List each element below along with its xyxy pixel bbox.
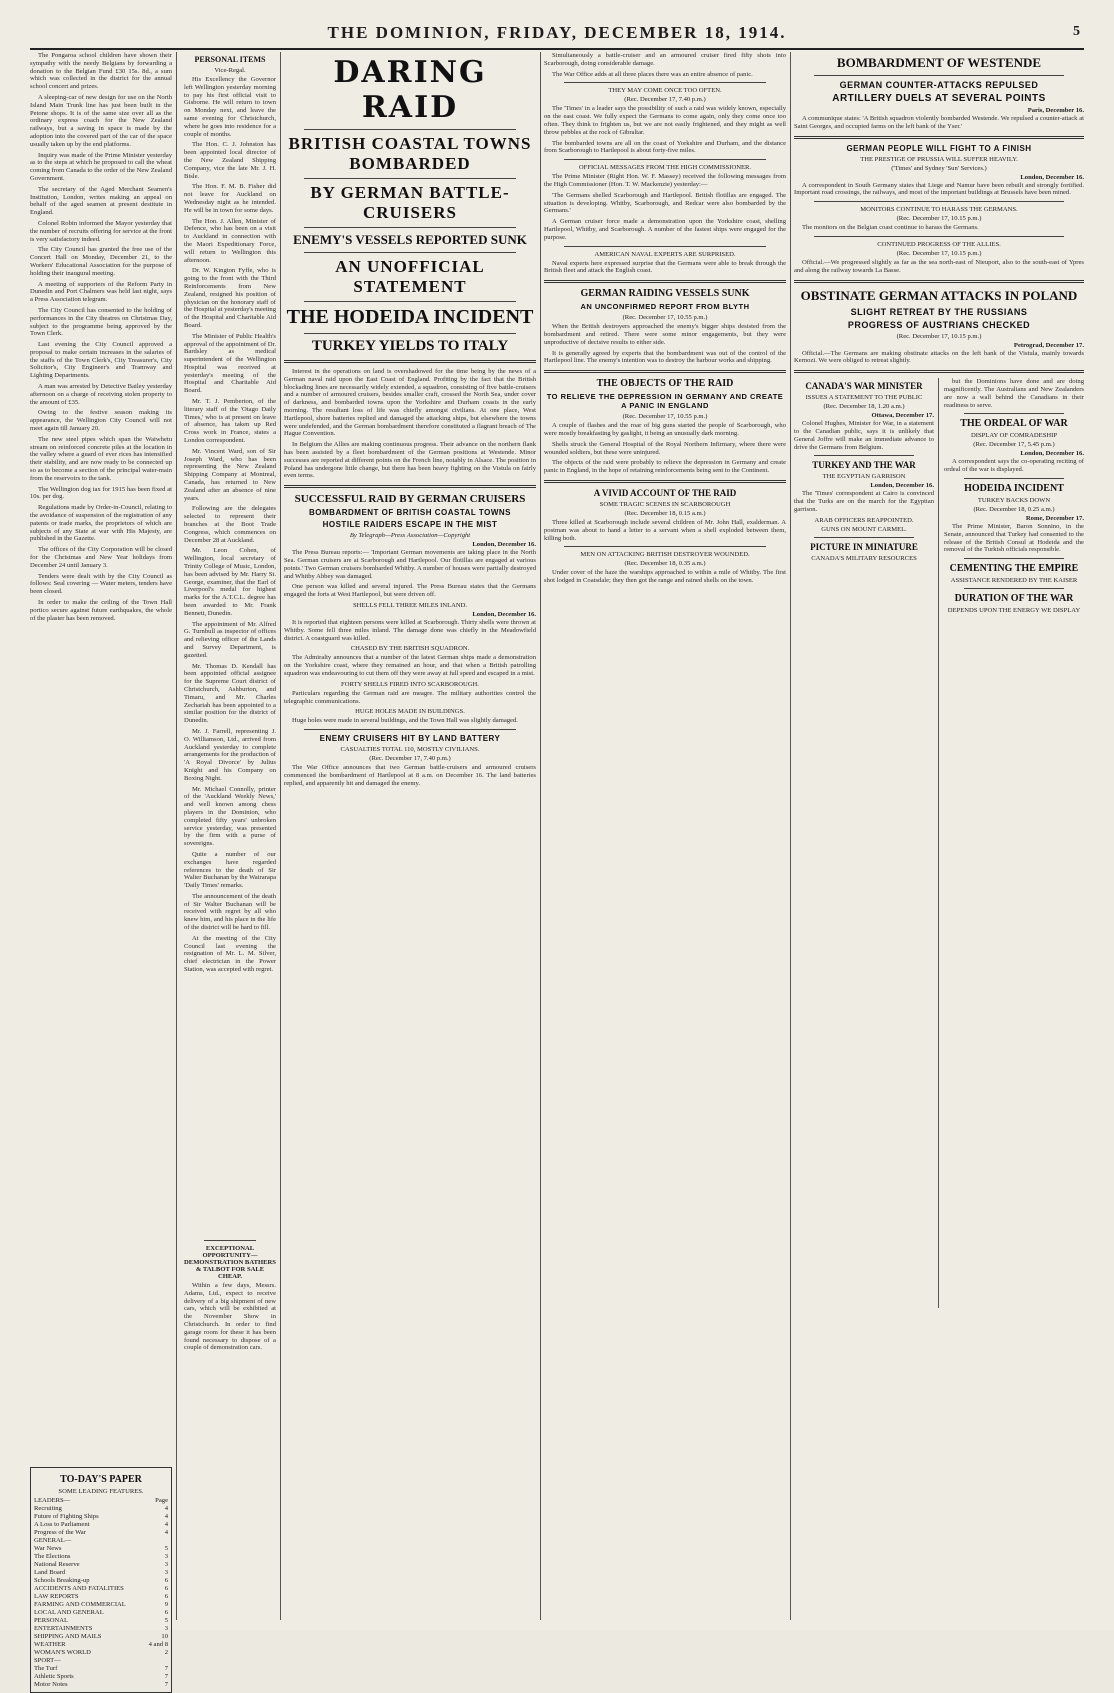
headline-turkey-war: TURKEY AND THE WAR bbox=[812, 460, 916, 471]
subhead: SOME TRAGIC SCENES IN SCARBOROUGH bbox=[599, 500, 731, 508]
toc-item-page: 4 bbox=[164, 1505, 168, 1512]
article-paragraph: Under cover of the haze the warships approached to within a mile of Whitby. The first shot lodged in Coatsdale; they then got the range and rained shells on the town. bbox=[544, 569, 786, 585]
column-rule bbox=[176, 52, 177, 1620]
column-rule bbox=[790, 52, 791, 1620]
article-paragraph: The Press Bureau reports:— 'Important German movements are taking place in the North Sea. German cruisers are at Scarborough and Hartlepool. Our flotillas are engaged at various points.' Two German cruisers bombarded Whitby. A number of houses were partially destroyed and Whitby Abbey was damaged. bbox=[284, 549, 536, 580]
subhead-bombardment: BOMBARDMENT OF BRITISH COASTAL TOWNS bbox=[309, 508, 511, 518]
toc-item-label: Progress of the War bbox=[34, 1529, 86, 1536]
article-paragraph: The 'Times' correspondent at Cairo is convinced that the Turks are on the march for the Egyptian garrison. bbox=[794, 490, 934, 513]
toc-item-page: 4 bbox=[164, 1521, 168, 1528]
article-paragraph: The Hon. C. J. Johnston has been appointed local director of the New Zealand Shipping Company, vice the late Mr. J. H. Bisle. bbox=[184, 141, 276, 180]
toc-item-label: Recruiting bbox=[34, 1505, 62, 1512]
subhead-artillery: ARTILLERY DUELS AT SEVERAL POINTS bbox=[832, 93, 1046, 104]
toc-item-label: ACCIDENTS AND FATALITIES bbox=[34, 1585, 124, 1592]
dateline: Rome, December 17. bbox=[1025, 514, 1084, 522]
article-paragraph: Mr. Vincent Ward, son of Sir Joseph Ward, who has been representing the New Zealand Shipping Company at Montreal, Canada, has returned to New Zealand after an absence of nine years. bbox=[184, 447, 276, 502]
headline-successful-raid: SUCCESSFUL RAID BY GERMAN CRUISERS bbox=[294, 493, 526, 506]
headline-coastal-towns: BRITISH COASTAL TOWNS BOMBARDED bbox=[288, 134, 532, 173]
lead-paragraph: Interest in the operations on land is overshadowed for the time being by the news of a German naval raid upon the East Coast of England. Profiting by the fact that the British blockading lines are necessarily widely extended, a squadron, consisting of five battle-cruisers and a number of armoured cruisers, besides smaller craft, crossed the North Sea, under cover of darkness, and bombarded towns upon the Yorkshire and Durham coasts in the early morning. The resultant loss of life was chiefly amongst civilians. At one place, West Hartlepool, shore batteries replied and damaged the attacking ships, but elsewhere the towns were undefended, and the German bombardment therefore constituted a flagrant breach of The Hague Convention. bbox=[284, 368, 536, 438]
article-paragraph: Official.—The Germans are making obstinate attacks on the left bank of the Vistula, mainly towards Kernozi. We were obliged to retreat slightly. bbox=[794, 349, 1084, 365]
article-paragraph: The new steel pipes which span the Waiwhetu stream on reinforced concrete piles at the location in the valley where a guard of ever rices has intensified their stability, and are now ready to be connected up so as to become a section of the principal water-main from the reservoirs to the tank. bbox=[30, 435, 172, 482]
headline-vivid-account: A VIVID ACCOUNT OF THE RAID bbox=[593, 487, 737, 498]
article-paragraph: Mr. Thomas D. Kendall has been appointed official assignee for the Supreme Court district of Christchurch, Ashburton, and Timaru, and Mr. Charles Zechariah has been appointed to a similar position for the district of Dunedin. bbox=[184, 662, 276, 725]
toc-item-page: Page bbox=[155, 1497, 168, 1504]
headline-hodeida: HODEIDA INCIDENT bbox=[964, 482, 1064, 494]
headline-picture-miniature: PICTURE IN MINIATURE bbox=[810, 541, 918, 552]
headline-poland: OBSTINATE GERMAN ATTACKS IN POLAND bbox=[800, 287, 1078, 303]
article-paragraph: The Admiralty announces that a number of the latest German ships made a demonstration on the Yorkshire coast, where they remained an hour, and that when a British patrolling squadron was endeavouring to cut them off they were away at full speed and escaped in a mist. bbox=[284, 654, 536, 677]
subhead: ARAB OFFICERS REAPPOINTED. bbox=[814, 516, 914, 524]
toc-item-label: GENERAL— bbox=[34, 1537, 72, 1544]
article-paragraph: His Excellency the Governor left Wellington yesterday morning to pay his first official visit to Gisborne. He will return to town on Monday next, and leave the same evening for Christchurch, where he goes into residence for a couple of months. bbox=[184, 76, 276, 138]
article-paragraph: The Hon. J. Allen, Minister of Defence, who has been on a visit to Auckland in connection with the Maori Expeditionary Force, will return to Wellington this afternoon. bbox=[184, 217, 276, 264]
toc-item bbox=[34, 1593, 168, 1601]
subhead: TURKEY BACKS DOWN bbox=[977, 496, 1051, 504]
article-paragraph: The Wellington dog tax for 1915 has been fixed at 10s. per dog. bbox=[30, 485, 172, 501]
toc-item bbox=[34, 1625, 168, 1633]
toc-item bbox=[34, 1641, 168, 1649]
received-line: (Rec. December 18, 0.35 a.m.) bbox=[624, 560, 706, 568]
article-paragraph: It is generally agreed by experts that the bombardment was out of the control of the Hartlepool line. The enemy's intention was to destroy the harbour works and shipping. bbox=[544, 349, 786, 365]
received-line: (Rec. December 17, 7.40 p.m.) bbox=[369, 755, 451, 763]
toc-item-label: Athletic Sports bbox=[34, 1673, 74, 1680]
headline-daring-raid: DARING RAID bbox=[333, 55, 487, 125]
dateline: Ottawa, December 17. bbox=[871, 412, 934, 420]
toc-item bbox=[34, 1657, 168, 1665]
headline-cementing-empire: CEMENTING THE EMPIRE bbox=[949, 563, 1079, 575]
toc-item bbox=[34, 1665, 168, 1673]
column-1 bbox=[30, 52, 172, 1688]
article-paragraph: The objects of the raid were probably to relieve the depression in Germany and create panic in England, in the hope of retaining reinforcements being sent to the Continent. bbox=[544, 459, 786, 475]
article-paragraph: The City Council has granted the free use of the Concert Hall on Monday, December 21, to the Workers' Educational Association for the purpose of holding their inaugural meeting. bbox=[30, 246, 172, 277]
article-paragraph: Dr. W. Kington Fyffe, who is going to the front with the Third Reinforcements from New Zealand, resigned his position of physician on the honorary staff of the Hospital at yesterday's meeting of the Hospital and Charitable Aid Board. bbox=[184, 267, 277, 329]
advertisement bbox=[184, 1236, 276, 1355]
toc-item-page: 5 bbox=[164, 1545, 168, 1552]
article-paragraph: The appointment of Mr. Alfred G. Turnbull as inspector of offices and relieving officer of the Lands and Survey Department, is gazetted. bbox=[184, 620, 276, 659]
toc-item-page: 9 bbox=[164, 1601, 168, 1608]
toc-item-page: 4 bbox=[164, 1513, 168, 1520]
page-number: 5 bbox=[1073, 24, 1080, 39]
article-paragraph: The secretary of the Aged Merchant Seamen's Institution, London, writes making an appeal on behalf of the aged seamen at present destitute in England. bbox=[30, 185, 172, 217]
article-paragraph: Tenders were dealt with by the City Council as follows: Seal covering — Water meters, tenders have been closed. bbox=[30, 572, 172, 596]
sub-column-a bbox=[794, 378, 934, 564]
personal-items-heading: PERSONAL ITEMS bbox=[194, 55, 266, 64]
headline-fight-finish: GERMAN PEOPLE WILL FIGHT TO A FINISH bbox=[846, 143, 1032, 153]
toc-item bbox=[34, 1505, 168, 1513]
received-line: (Rec. December 17, 10.55 p.m.) bbox=[622, 413, 708, 421]
headline-turkey-yields: TURKEY YIELDS TO ITALY bbox=[311, 338, 509, 354]
credit-line: By Telegraph—Press Association—Copyright bbox=[349, 532, 471, 540]
toc-item-label: The Turf bbox=[34, 1665, 58, 1672]
subhead-land-battery: ENEMY CRUISERS HIT BY LAND BATTERY bbox=[319, 734, 501, 744]
toc-item bbox=[34, 1585, 168, 1593]
headline-hodeida-incident: THE HODEIDA INCIDENT bbox=[286, 306, 534, 328]
article-paragraph: The Prime Minister (Right Hon. W. F. Massey) received the following messages from the High Commissioner (Hon. T. W. Mackenzie) yesterday:— bbox=[544, 173, 786, 188]
column-3 bbox=[284, 52, 536, 1620]
toc-item bbox=[34, 1649, 168, 1657]
article-paragraph: One person was killed and several injured. The Press Bureau states that the Germans engaged the forts at West Hartlepool, but were driven off. bbox=[284, 583, 536, 599]
masthead bbox=[30, 18, 1084, 50]
article-paragraph: 'The Germans shelled Scarborough and Hartlepool. British flotillas are engaged. The situation is developing. Whitby, Scarborough, and Redcar were also bombarded by the Germans.' bbox=[544, 191, 786, 215]
toc-item bbox=[34, 1577, 168, 1585]
received-line: (Rec. December 17, 7.40 p.m.) bbox=[624, 96, 706, 104]
toc-item-page: 7 bbox=[164, 1673, 168, 1680]
toc-item bbox=[34, 1633, 168, 1641]
subhead: DEPENDS UPON THE ENERGY WE DISPLAY bbox=[947, 607, 1081, 615]
subhead: AMERICAN NAVAL EXPERTS ARE SURPRISED. bbox=[594, 250, 736, 258]
toc-item-label: Schools Breaking-up bbox=[34, 1577, 90, 1584]
received-line: (Rec. December 17, 5.45 p.m.) bbox=[973, 441, 1055, 449]
toc-item bbox=[34, 1617, 168, 1625]
article-paragraph: The Prime Minister, Baron Sonnino, in the Senate, announced that Turkey had consented to the release of the British Consul at Hodeida and the removal of the Turkish officials responsible. bbox=[944, 522, 1084, 554]
toc-item bbox=[34, 1537, 168, 1545]
toc-item-label: Land Board bbox=[34, 1569, 66, 1576]
toc-item-label: LOCAL AND GENERAL bbox=[34, 1609, 104, 1616]
toc-item-page: 3 bbox=[164, 1569, 168, 1576]
ad-text: Within a few days, Messrs. Adams, Ltd., expect to receive delivery of a big shipment of new cars, which will be exhibited at the November Show in Christchurch. In order to find garage room for these it has been found necessary to dispose of a couple of demonstration cars. bbox=[184, 1282, 276, 1352]
toc-item-label: A Loss to Parliament bbox=[34, 1521, 90, 1528]
article-paragraph: The monitors on the Belgian coast continue to harass the Germans. bbox=[802, 224, 979, 232]
article-paragraph: In order to make the ceiling of the Town Hall portico secure against future earthquakes, the whole of the plaster has been removed. bbox=[30, 599, 172, 622]
headline-canada-minister: CANADA'S WAR MINISTER bbox=[805, 381, 923, 392]
received-line: (Rec. December 18, 1.20 a.m.) bbox=[823, 403, 905, 411]
toc-item-label: The Elections bbox=[34, 1553, 71, 1560]
article-paragraph: A correspondent in South Germany states that Liege and Namur have been rebuilt and strongly fortified. Important road crossings, the railways, and most of the important buildings at Brussels have been mined. bbox=[794, 181, 1084, 197]
article-paragraph: Naval experts here expressed surprise that the Germans were able to break through the British fleet and attack the English coast. bbox=[544, 259, 786, 275]
toc-item-label: War News bbox=[34, 1545, 62, 1552]
headline-raiding-vessels: GERMAN RAIDING VESSELS SUNK bbox=[580, 288, 750, 300]
dateline: London, December 16. bbox=[1020, 173, 1084, 181]
received-line: (Rec. December 17, 10.15 p.m.) bbox=[896, 332, 982, 340]
toc-item-page: 6 bbox=[164, 1593, 168, 1600]
toc-item-page: 3 bbox=[164, 1625, 168, 1632]
article-paragraph: Mr. J. Farrell, representing J. O. Williamson, Ltd., arrived from Auckland yesterday to complete arrangements for the production of 'A Royal Divorce' by Julius Knight and his Company on Boxing Night. bbox=[184, 727, 276, 782]
subhead: GUNS ON MOUNT CARMEL. bbox=[821, 525, 907, 533]
subhead: THE PRESTIGE OF PRUSSIA WILL SUFFER HEAVILY. bbox=[860, 155, 1018, 163]
subhead: ASSISTANCE RENDERED BY THE KAISER bbox=[950, 577, 1078, 585]
subhead-blyth: AN UNCONFIRMED REPORT FROM BLYTH bbox=[580, 302, 750, 312]
article-paragraph: Official.—We progressed slightly as far as the sea north-east of Nieuport, also to the south-east of Ypres and along the railway towards La Basse. bbox=[794, 258, 1084, 274]
article-paragraph: The War Office announces that two German battle-cruisers and armoured cruisers commenced the bombardment of Hartlepool at 8 a.m. on December 16. The land batteries replied, and apparently hit and damaged the enemy. bbox=[284, 764, 536, 787]
subhead: MEN ON ATTACKING BRITISH DESTROYER WOUNDED. bbox=[580, 551, 750, 559]
toc-item bbox=[34, 1497, 168, 1505]
received-line: (Rec. December 17, 10.55 p.m.) bbox=[622, 314, 708, 322]
toc-item-page: 3 bbox=[164, 1561, 168, 1568]
article-paragraph: Inquiry was made of the Prime Minister yesterday as to the steps at which he proposed to call the wheat coming from Canada to the order of the New Zealand Government. bbox=[30, 151, 172, 182]
subhead: THEY MAY COME ONCE TOO OFTEN. bbox=[608, 87, 722, 95]
article-paragraph: Last evening the City Council approved a proposal to make certain increases in the salaries of the staffs of the Town Clerk's, City Treasurer's, City Solicitor's, City Engineer's and Tramway and Lighting Departments. bbox=[30, 341, 172, 380]
subhead: FORTY SHELLS FIRED INTO SCARBOROUGH. bbox=[341, 680, 479, 688]
dateline: London, December 16. bbox=[1020, 450, 1084, 458]
article-paragraph: Shells struck the General Hospital of the Royal Northern Infirmary, where there were wounded soldiers, but these were uninjured. bbox=[544, 440, 786, 456]
article-paragraph: A German cruiser force made a demonstration upon the Yorkshire coast, shelling Hartlepool, Whitby, and Scarborough. A number of the fastest ships were engaged for the purpose. bbox=[544, 218, 786, 241]
dateline: Paris, December 16. bbox=[1027, 107, 1084, 114]
headline-vessels-sunk: ENEMY'S VESSELS REPORTED SUNK bbox=[293, 232, 527, 247]
column-2 bbox=[184, 52, 276, 1620]
headline-objects-raid: THE OBJECTS OF THE RAID bbox=[596, 378, 734, 390]
subhead-relieve-depression: TO RELIEVE THE DEPRESSION IN GERMANY AND CREATE A PANIC IN ENGLAND bbox=[546, 392, 784, 411]
headline-westende: BOMBARDMENT OF WESTENDE bbox=[836, 55, 1042, 70]
toc-item bbox=[34, 1561, 168, 1569]
ad-title: EXCEPTIONAL OPPORTUNITY—DEMONSTRATION BATHERS & TALBOT FOR SALE CHEAP. bbox=[184, 1245, 276, 1280]
toc-item-label: SHIPPING AND MAILS bbox=[34, 1633, 102, 1640]
subhead: HUGE HOLES MADE IN BUILDINGS. bbox=[355, 708, 465, 716]
dateline: London, December 16. bbox=[472, 610, 536, 618]
subhead: ISSUES A STATEMENT TO THE PUBLIC bbox=[805, 394, 923, 402]
article-paragraph: The 'Times' in a leader says the possibility of such a raid was widely known, especially on the east coast. We fully expect the Germans to come again, only they come once too often. They think to frighten us, but we are not easily frightened, and they might as well throw pebbles at the rock of Gibraltar. bbox=[544, 105, 786, 136]
column-rule bbox=[280, 52, 281, 1620]
subhead: CASUALTIES TOTAL 110, MOSTLY CIVILIANS. bbox=[340, 746, 480, 754]
subhead: SHELLS FELL THREE MILES INLAND. bbox=[352, 601, 468, 609]
headline-duration-war: DURATION OF THE WAR bbox=[954, 593, 1074, 605]
toc-item bbox=[34, 1681, 168, 1689]
toc-item bbox=[34, 1553, 168, 1561]
article-paragraph: The Hon. F. M. B. Fisher did not leave for Auckland on Wednesday night as he intended. He will be in town for some days. bbox=[184, 183, 276, 214]
toc-item bbox=[34, 1601, 168, 1609]
toc-item-label: PERSONAL bbox=[34, 1617, 69, 1624]
subhead: THE EGYPTIAN GARRISON bbox=[822, 473, 906, 481]
lead-paragraph: In Belgium the Allies are making continuous progress. Their advance on the northern flank has been assisted by a fleet bombardment of the German positions at Westende. Minor successes are reported at different points on the French line, notably in Alsace. The position in Poland has undergone little change, but there has been heavy fighting on the Vistula on fairly even terms. bbox=[284, 441, 536, 480]
article-paragraph: Particulars regarding the German raid are meagre. The military authorities control the telegraphic communications. bbox=[284, 689, 536, 705]
article-paragraph: Following are the delegates selected to represent their branches at the Boot Trade Congress, which commences on December 28 at Auckland. bbox=[184, 505, 276, 544]
column-4 bbox=[544, 52, 786, 1620]
toc-item-page: 10 bbox=[161, 1633, 168, 1640]
article-paragraph: Three killed at Scarborough include several children of Mr. John Hall, exalderman. A postman was about to hand a letter to a servant when a shell exploded between them, killing both. bbox=[544, 518, 786, 542]
toc-title: TO-DAY'S PAPER bbox=[60, 1474, 142, 1485]
toc-item-label: LAW REPORTS bbox=[34, 1593, 79, 1600]
headline-unofficial-statement: AN UNOFFICIAL STATEMENT bbox=[335, 257, 485, 296]
article-paragraph: When the British destroyers approached the enemy's bigger ships desisted from the bombardment and retired. There were some minor engagements, but they were unproductive of decisive results to either side. bbox=[544, 323, 786, 346]
received-line: (Rec. December 18, 0.25 a.m.) bbox=[973, 505, 1055, 513]
article-paragraph: Simultaneously a battle-cruiser and an armoured cruiser fired fifty shots into Scarborough, doing considerable damage. bbox=[544, 52, 786, 67]
subhead-austrians: PROGRESS OF AUSTRIANS CHECKED bbox=[847, 319, 1031, 330]
article-paragraph: Owing to the festive season making its appearance, the Wellington City Council will not meet again till January 20. bbox=[30, 409, 172, 433]
toc-subtitle: SOME LEADING FEATURES. bbox=[58, 1488, 144, 1495]
toc-item-label: WOMAN'S WORLD bbox=[34, 1649, 91, 1656]
headline-battle-cruisers: BY GERMAN BATTLE-CRUISERS bbox=[310, 183, 510, 222]
received-line: (Rec. December 18, 0.15 a.m.) bbox=[624, 509, 706, 517]
subhead-counter-attacks: GERMAN COUNTER-ATTACKS REPULSED bbox=[839, 80, 1039, 90]
toc-item-page: 3 bbox=[164, 1553, 168, 1560]
article-paragraph: A meeting of supporters of the Reform Party in Dunedin and Port Chalmers was held last night, says a Press Association telegram. bbox=[30, 280, 172, 304]
toc-item-label: SPORT— bbox=[34, 1657, 61, 1664]
toc-item-label: Future of Fighting Ships bbox=[34, 1513, 99, 1520]
toc-item-page: 7 bbox=[164, 1681, 168, 1688]
column-rule bbox=[938, 378, 939, 1308]
article-paragraph: A sleeping-car of new design for use on the North Island Main Trunk line has just been built in the Petone shops. It is of the same size over all as the ordinary express coach for the New Zealand railways, but a saving in space is made by the adoption into the covered part of the car of the space usually taken up by the end platforms. bbox=[30, 93, 172, 148]
toc-item bbox=[34, 1673, 168, 1681]
toc-item-label: FARMING AND COMMERCIAL bbox=[34, 1601, 126, 1608]
article-paragraph: The announcement of the death of Sir Walter Buchanan will be received with regret by all who knew him, and his place in the life of the district will be hard to fill. bbox=[184, 892, 276, 932]
headline-ordeal-war: THE ORDEAL OF WAR bbox=[960, 418, 1068, 430]
article-paragraph: A man was arrested by Detective Bailey yesterday afternoon on a charge of receiving stolen property to the amount of £35. bbox=[30, 383, 172, 406]
toc-item-page: 6 bbox=[164, 1609, 168, 1616]
subhead: CANADA'S MILITARY RESOURCES bbox=[811, 554, 917, 562]
article-paragraph: but the Dominions have done and are doing magnificently. The Australians and New Zealanders are now a wall behind the Canadians in their readiness to serve. bbox=[944, 378, 1084, 409]
toc-item-page: 5 bbox=[164, 1617, 168, 1624]
toc-item bbox=[34, 1529, 168, 1537]
masthead-title: THE DOMINION, FRIDAY, DECEMBER 18, 1914. bbox=[327, 23, 787, 42]
article-paragraph: The City Council has consented to the holding of performances in the City theatres on Christmas Day, subject to the programme being approved by the Town Clerk. bbox=[30, 306, 172, 338]
column-5 bbox=[794, 52, 1084, 1620]
article-paragraph: Colonel Hughes, Minister for War, in a statement to the Canadian public, says it is unlikely that General Joffre will make an immediate advance to drive the Germans from Belgium. bbox=[794, 420, 934, 451]
received-line: (Rec. December 17, 10.15 p.m.) bbox=[896, 215, 982, 223]
dateline: Petrograd, December 17. bbox=[1013, 341, 1084, 349]
dateline: London, December 16. bbox=[472, 541, 536, 549]
article-paragraph: The offices of the City Corporation will be closed for the Christmas and New Year holidays from December 24 until January 3. bbox=[30, 546, 172, 569]
byline: Vice-Regal. bbox=[214, 67, 246, 74]
article-paragraph: A couple of flashes and the roar of big guns started the people of Scarborough, who were mostly breakfasting by gaslight, it being an unusually dark morning. bbox=[544, 422, 786, 437]
article-paragraph: The bombarded towns are all on the coast of Yorkshire and Durham, and the distance from Scarborough to Hartlepool is about forty-five miles. bbox=[544, 139, 786, 155]
todays-paper-box bbox=[30, 1467, 172, 1693]
article-paragraph: The Minister of Public Health's approval of the appointment of Dr. Bardsley as medical superintendent of the Wellington Hospital was received at yesterday's meeting of the Hospital and Charitable Aid Board. bbox=[184, 332, 276, 395]
credit-line: ('Times' and Sydney 'Sun' Services.) bbox=[891, 164, 987, 172]
toc-item bbox=[34, 1521, 168, 1529]
article-paragraph: Colonel Robin informed the Mayor yesterday that the number of recruits offering for service at the front is very satisfactory indeed. bbox=[30, 219, 172, 243]
subhead: OFFICIAL MESSAGES FROM THE HIGH COMMISSIONER. bbox=[578, 164, 752, 172]
subhead: MONITORS CONTINUE TO HARASS THE GERMANS. bbox=[860, 206, 1018, 214]
toc-item-page: 4 and 8 bbox=[148, 1641, 168, 1648]
subhead-retreat: SLIGHT RETREAT BY THE RUSSIANS bbox=[850, 306, 1028, 317]
toc-item bbox=[34, 1513, 168, 1521]
toc-item-label: WEATHER bbox=[34, 1641, 66, 1648]
toc-item-label: LEADERS— bbox=[34, 1497, 71, 1504]
article-paragraph: The War Office adds at all three places there was an entire absence of panic. bbox=[552, 70, 753, 78]
dateline: London, December 16. bbox=[870, 482, 934, 490]
toc-item-label: ENTERTAINMENTS bbox=[34, 1625, 93, 1632]
toc-item-page: 6 bbox=[164, 1577, 168, 1584]
subhead-escape: HOSTILE RAIDERS ESCAPE IN THE MIST bbox=[322, 520, 498, 530]
toc-item-page: 4 bbox=[164, 1529, 168, 1536]
split-section bbox=[794, 378, 1084, 1308]
toc-item bbox=[34, 1545, 168, 1553]
article-paragraph: The Pongaroa school children have shown their sympathy with the needy Belgians by forwarding a donation to the Belgian Fund £30 15s. 8d., a sum which was collected in the district for the annual school concert and prizes. bbox=[30, 52, 172, 91]
subhead: DISPLAY OF COMRADESHIP bbox=[971, 432, 1057, 440]
article-paragraph: A correspondent says the co-operating reciting of ordeal of the war is displayed. bbox=[944, 458, 1084, 474]
toc-item-page: 7 bbox=[164, 1665, 168, 1672]
article-paragraph: Mr. T. J. Pemberton, of the literary staff of the 'Otago Daily Times,' who is at present on leave of absence, has taken up Red Cross work in France, states a London correspondent. bbox=[184, 398, 276, 445]
article-paragraph: Mr. Leon Cohen, of Wellington, local secretary of Trinity College of Music, London, has been advised by Mr. Harry St. George, examiner, that the Earl of Liverpool's medal for highest marks for the A.T.C.L. degree has been awarded to Mr. Frank Bennett, Dunedin. bbox=[184, 547, 276, 617]
toc-item bbox=[34, 1569, 168, 1577]
sub-column-b bbox=[944, 378, 1084, 616]
article-paragraph: At the meeting of the City Council last evening the resignation of Mr. L. M. Silver, chief electrician in the Power Station, was accepted with regret. bbox=[184, 934, 276, 974]
toc-item-page: 2 bbox=[164, 1649, 168, 1656]
article-paragraph: A communique states: 'A British squadron violently bombarded Westende. We repulsed a counter-attack at Saint Georges, and occupied farms on the left bank of the Yser.' bbox=[794, 115, 1084, 130]
toc-item-label: National Reserve bbox=[34, 1561, 80, 1568]
article-paragraph: Regulations made by Order-in-Council, relating to the avoidance of suspension of the registration of any patents or trade marks, the proprietors of which are subjects of any State at war with His Majesty, are published in the Gazette. bbox=[30, 504, 172, 543]
received-line: (Rec. December 17, 10.15 p.m.) bbox=[896, 249, 982, 257]
toc-item-label: Motor Notes bbox=[34, 1681, 68, 1688]
toc-list bbox=[34, 1497, 168, 1689]
toc-item-page: 6 bbox=[164, 1585, 168, 1592]
article-paragraph: Huge holes were made in several buildings, and the Town Hall was slightly damaged. bbox=[292, 717, 518, 725]
subhead: CONTINUED PROGRESS OF THE ALLIES. bbox=[877, 240, 1001, 248]
article-paragraph: Quite a number of our exchanges have regarded references to the death of Sir Walter Buchanan by the Wairarapa 'Daily Times' remarks. bbox=[184, 850, 276, 890]
column-rule bbox=[540, 52, 541, 1620]
subhead: CHASED BY THE BRITISH SQUADRON. bbox=[350, 645, 470, 653]
toc-item bbox=[34, 1609, 168, 1617]
article-paragraph: Mr. Michael Connolly, printer of the 'Auckland Weekly News,' and well known among chess players in the Dominion, who completed fifty years' unbroken service yesterday, was presented by the firm with a purse of sovereigns. bbox=[184, 785, 276, 848]
article-paragraph: It is reported that eighteen persons were killed at Scarborough. Thirty shells were thrown at Whitby. Some fell three miles inland. The damage done was chiefly in the Meadowfield district. A coastguard was killed. bbox=[284, 618, 536, 642]
